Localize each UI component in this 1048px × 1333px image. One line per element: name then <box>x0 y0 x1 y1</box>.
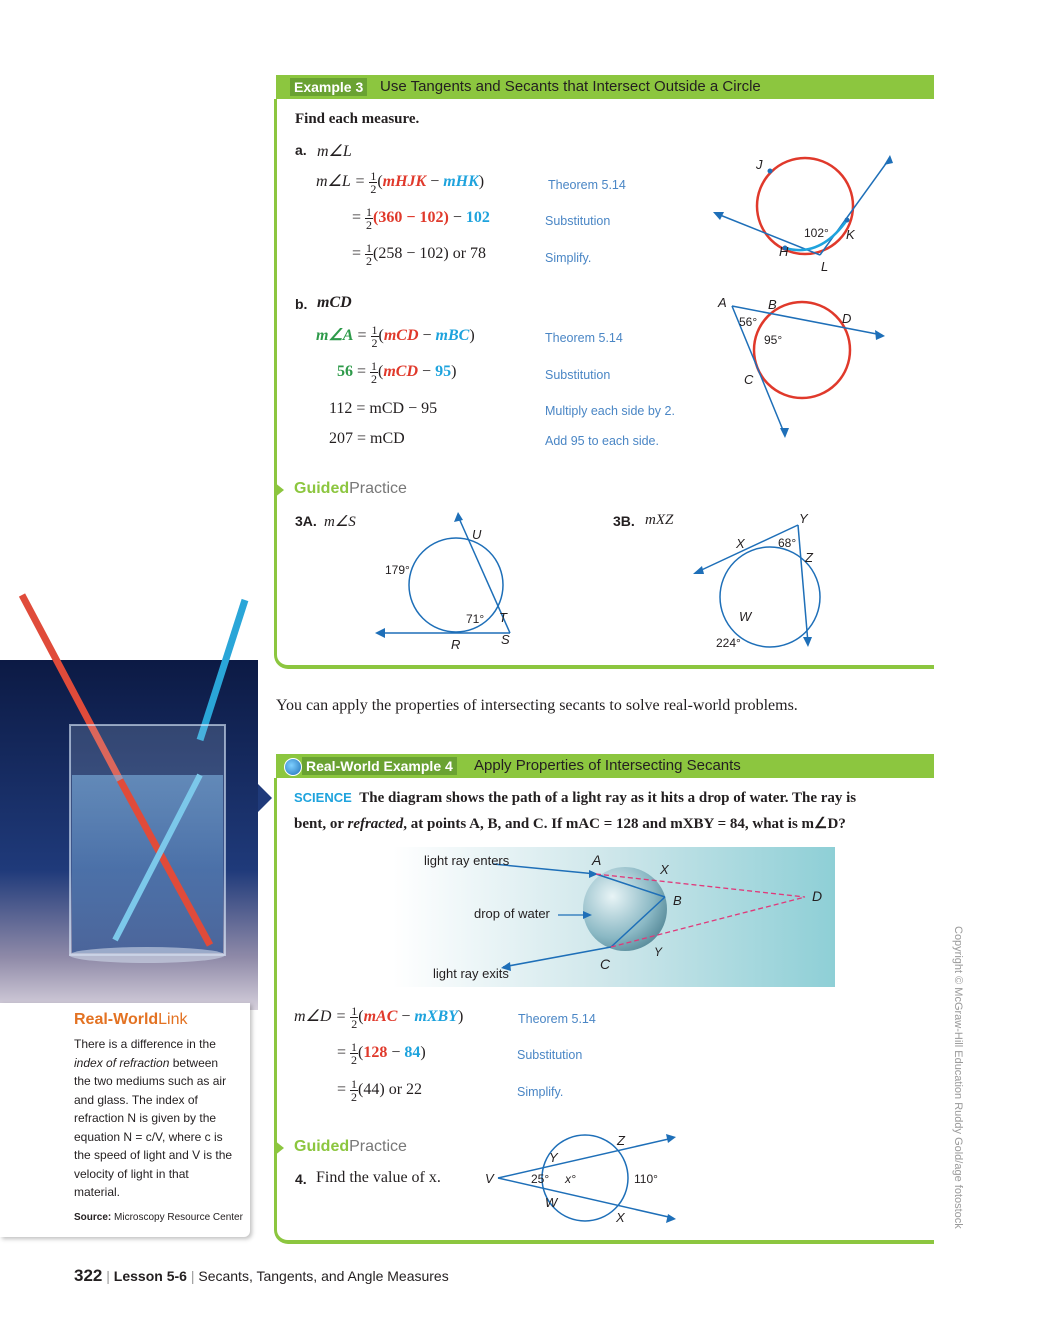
guided-practice-1-heading: GuidedPractice <box>294 480 407 497</box>
fig-3a-S: S <box>501 632 510 647</box>
diag-B: B <box>673 893 682 908</box>
example3-tab: Example 3 <box>290 78 367 96</box>
ex4-reason-1: Theorem 5.14 <box>518 1012 596 1026</box>
part-b-letter: b. <box>295 296 308 312</box>
fig-3a-T: T <box>499 610 507 625</box>
fig-b-angle-95: 95° <box>764 333 783 347</box>
diag-drop-of-water: drop of water <box>474 906 550 921</box>
a-reason-2: Substitution <box>545 214 611 228</box>
copyright-vertical: Copyright © McGraw-Hill Education Ruddy Gold/age fotostock <box>952 926 964 1229</box>
fig-3b-W: W <box>739 609 752 624</box>
p3a-target: m∠S <box>324 514 356 530</box>
fig-a-label-J: J <box>756 157 763 172</box>
ex4-problem-line-2: bent, or refracted, at points A, B, and C. If mAC = 128 and mXBY = 84, what is m∠D? <box>294 816 846 832</box>
example4-title: Apply Properties of Intersecting Secants <box>474 757 741 774</box>
photo-pointer <box>258 784 272 812</box>
b-reason-3: Multiply each side by 2. <box>545 404 675 418</box>
fig4-W: W <box>545 1195 558 1210</box>
find-each-measure: Find each measure. <box>295 111 420 127</box>
fig4-V: V <box>485 1171 494 1186</box>
fig-b-label-C: C <box>744 372 754 387</box>
diag-C: C <box>600 956 611 972</box>
globe-icon <box>284 758 302 776</box>
ex4-line-1: m∠D = $\frac{1}{2}$ (mAC − mXBY) <box>294 1004 464 1031</box>
ex4-reason-3: Simplify. <box>517 1085 564 1099</box>
a-reason-1: Theorem 5.14 <box>548 178 626 192</box>
fig-a-label-H: H <box>779 244 789 259</box>
fig-a-angle: 102° <box>804 226 829 240</box>
guided-practice-2-heading: GuidedPractice <box>294 1138 407 1155</box>
example4-header-bar <box>276 754 934 778</box>
ex4-line-2: = $\frac{1}{2}$ (128 − 84) <box>337 1040 426 1067</box>
diag-light-exits: light ray exits <box>433 966 509 981</box>
p3b-label: 3B. <box>613 513 635 529</box>
a-line-1: m∠L = $\frac{1}{2}$ (mHJK − mHK) <box>316 169 485 196</box>
part-a-target: m∠L <box>317 143 352 160</box>
fig-3b-224: 224° <box>716 636 741 650</box>
ex4-line-3: = $\frac{1}{2}$ (44) or 22 <box>337 1077 423 1104</box>
ex4-problem-line-1: SCIENCE The diagram shows the path of a light ray as it hits a drop of water. The ray is <box>294 790 857 806</box>
fig-b-angle-56: 56° <box>739 315 758 329</box>
part-a-letter: a. <box>295 142 307 158</box>
fig-3a-179: 179° <box>385 563 410 577</box>
b-reason-2: Substitution <box>545 368 611 382</box>
fig-a-label-L: L <box>821 259 829 274</box>
diag-Y: Y <box>654 945 663 959</box>
fig-b-label-A: A <box>718 295 727 310</box>
fig-3a-R: R <box>451 637 461 652</box>
diag-X: X <box>660 862 669 877</box>
sidebar-text: There is a difference in the index of refraction between the two mediums such as air and glass. The index of refraction N is given by the equation N = c/V, where c is the speed of light and V is the velocity of light in that material. <box>74 1037 233 1199</box>
fig-3a-U: U <box>472 527 482 542</box>
fig-3b-Y: Y <box>799 511 808 526</box>
b-line-3: 112 = mCD − 95 <box>329 400 438 417</box>
a-line-2: = $\frac{1}{2}$ (360 − 102) − 102 <box>352 205 490 232</box>
p4-text: Find the value of x. <box>316 1169 441 1186</box>
p3b-target: mXZ <box>645 512 674 528</box>
fig4-Y: Y <box>549 1150 558 1165</box>
guided-practice-2-marker <box>274 1140 284 1156</box>
ex4-reason-2: Substitution <box>517 1048 583 1062</box>
sidebar-title: Real-WorldLink <box>74 1011 188 1028</box>
glass-straw-photo <box>0 590 258 1010</box>
lesson-label: Lesson 5-6 <box>113 1268 187 1284</box>
p4-number: 4. <box>295 1171 307 1187</box>
figure-3a <box>370 508 520 648</box>
b-reason-1: Theorem 5.14 <box>545 331 623 345</box>
a-reason-3: Simplify. <box>545 251 592 265</box>
real-world-link-sidebar <box>0 1003 250 1237</box>
fig4-x: x° <box>565 1172 576 1186</box>
fig-3a-71: 71° <box>466 612 485 626</box>
fig-3b-X: X <box>736 536 745 551</box>
example4-tab: Real-World Example 4 <box>302 757 457 775</box>
lesson-title: Secants, Tangents, and Angle Measures <box>198 1268 449 1284</box>
example3-title: Use Tangents and Secants that Intersect Outside a Circle <box>380 78 761 95</box>
fig4-Z: Z <box>617 1133 625 1148</box>
page-number: 322 <box>74 1266 103 1285</box>
figure-3b <box>690 515 830 655</box>
b-line-2: 56 = $\frac{1}{2}$ (mCD − 95) <box>337 359 457 386</box>
fig4-X: X <box>616 1210 625 1225</box>
guided-practice-marker <box>274 482 284 498</box>
p3a-label: 3A. <box>295 513 317 529</box>
b-line-1: m∠A = $\frac{1}{2}$ (mCD − mBC) <box>316 323 475 350</box>
example3-header-bar <box>276 75 934 99</box>
fig-a-label-K: K <box>846 227 855 242</box>
fig-b-label-D: D <box>842 311 852 326</box>
intro-sentence: You can apply the properties of intersecting secants to solve real-world problems. <box>276 697 798 714</box>
diag-A: A <box>592 852 602 868</box>
part-b-target: mCD <box>317 294 352 311</box>
b-reason-4: Add 95 to each side. <box>545 434 659 448</box>
fig-b-label-B: B <box>768 297 777 312</box>
figure-b-secants <box>710 290 895 445</box>
fig4-25: 25° <box>531 1172 550 1186</box>
diag-light-enters: light ray enters <box>424 853 510 868</box>
sidebar-source: Source: Microscopy Resource Center <box>74 1212 243 1223</box>
fig-3b-Z: Z <box>805 550 813 565</box>
diag-D: D <box>812 888 823 904</box>
b-line-4: 207 = mCD <box>329 430 405 447</box>
a-line-3: = $\frac{1}{2}$ (258 − 102) or 78 <box>352 241 487 268</box>
fig-3b-68: 68° <box>778 536 797 550</box>
page-footer: 322 | Lesson 5-6 | Secants, Tangents, and Angle Measures <box>74 1266 449 1285</box>
fig4-110: 110° <box>634 1172 658 1186</box>
figure-a-circle-tangents <box>700 150 900 280</box>
